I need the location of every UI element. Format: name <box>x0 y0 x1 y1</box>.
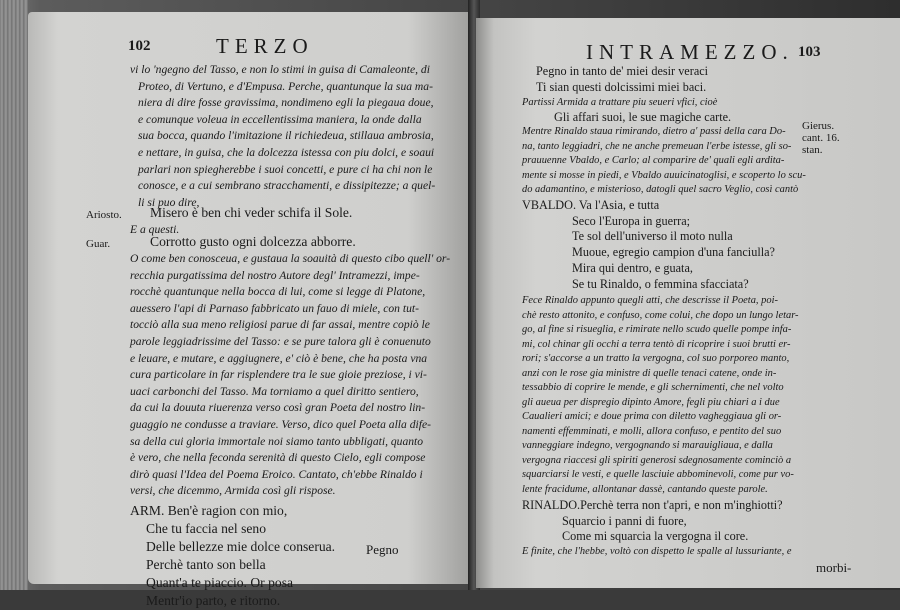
verse-text: Va l'Asia, e tutta <box>578 197 660 212</box>
margin-line: Gierus. <box>802 120 835 132</box>
text-line: parole leggiadrissime del Tasso: e se pure talora gli è conuenuto <box>130 334 431 348</box>
margin-line: stan. <box>802 144 823 156</box>
text-line: e leuare, e mutare, e aggiugnere, e' ciò è bene, che ha posta vna <box>130 351 428 365</box>
text-line: conosce, e a cui sembrano stracchamenti, e dissipitezze; a quel- <box>138 179 436 193</box>
speaker-vbaldo: VBALDO. <box>522 197 577 212</box>
text-line: Proteo, di Vertuno, e d'Empusa. Perche, quantunque la sua ma- <box>138 79 433 93</box>
text-line: lente fracidume, allontanar dassè, cantando queste parole. <box>522 483 768 495</box>
text-line: dirò quasi l'Idea del Poema Eroico. Cantato, ch'ebbe Rinaldo i <box>130 467 423 481</box>
left-verse-3 <box>130 502 335 610</box>
text-line: O come ben conosceua, e gustaua la soauità di questo cibo quell' or- <box>130 252 451 265</box>
text-line: auessero l'api di Parnaso fabbricato un fauo di miele, con tut- <box>130 301 419 315</box>
page-block-edge <box>0 0 28 590</box>
verse-text: Perchè terra non t'apri, e non m'inghiotti? <box>580 497 783 512</box>
text-line: parlari non spiegherebbe i suoi concetti, e pure ci ha chi non le <box>138 162 433 176</box>
verse-line: Misero è ben chi veder schifa il Sole. <box>150 205 353 220</box>
left-page <box>28 12 473 608</box>
text-line: guaggio ne condusse a traviare. Verso, dico quel Poeta alla dife- <box>130 417 431 431</box>
text-line: gli aueua per dispregio dipinto Amore, fegli piu chiari a i due <box>522 396 780 408</box>
text-line: cura particolare in far risplendere tra le sue gioie preziose, i vi- <box>130 368 427 382</box>
text-line: da cui la douuta riuerenza verso così gran Poeta del nostro lin- <box>130 401 426 415</box>
verse-line: Quant'a te piaccio. Or posa <box>146 575 294 590</box>
verse-line: Corrotto gusto ogni dolcezza abborre. <box>150 234 356 249</box>
text-line: rocchè quantunque nella bocca di lui, come si legge di Platone, <box>130 285 426 299</box>
text-line: tessabbio di coprire le mende, e gli schernimenti, che nel volto <box>522 382 784 394</box>
text-line: do adamantino, e misterioso, datogli quel sacro Veglio, così cantò <box>522 184 799 196</box>
margin-note-ariosto: Ariosto. <box>86 209 122 221</box>
text-line: Mentre Rinaldo staua rimirando, dietro a' passi della cara Do- <box>522 126 786 138</box>
text-line: Fece Rinaldo appunto quegli atti, che descrisse il Poeta, poi- <box>522 295 778 307</box>
text-line: go, al fine si risueglia, e rimirate nello scudo quelle pompe infa- <box>522 324 792 336</box>
left-catchword: Pegno <box>366 542 399 557</box>
verse-line: Te sol dell'universo il moto nulla <box>572 229 733 244</box>
text-line: na, tanto leggiadri, che ne anche premeuan l'erbe istesse, gli so- <box>522 140 792 152</box>
left-page-number: 102 <box>128 38 151 54</box>
verse-line: Squarcio i panni di fuore, <box>562 513 687 528</box>
right-page <box>476 18 900 588</box>
text-line: sua bocca, quando l'imitazione il richiedeua, stillaua ambrosia, <box>138 129 434 143</box>
verse-line: Pegno in tanto de' miei desir veraci <box>536 64 709 79</box>
right-verse-3 <box>572 214 775 293</box>
margin-note-gierus <box>802 120 840 156</box>
text-line: E finite, che l'hebbe, voltò con dispetto le spalle al lussuriante, e <box>522 546 792 558</box>
text-line: e comunque voleua in eccellentissima maniera, la onde dalla <box>138 112 422 126</box>
text-line: squarciarsi le vesti, e quelle lasciuie abbominevoli, come pur vo- <box>522 469 794 481</box>
text-line: mente si mosse in piedi, e Vbaldo auuicinatoglisi, e scoperto lo scu- <box>522 169 806 181</box>
text-line: mi, col chinar gli occhi a terra tentò di ricoprire i suoi brutti er- <box>522 338 791 350</box>
right-catchword: morbi- <box>816 560 852 575</box>
verse-line: Muoue, egregio campion d'una fanciulla? <box>572 245 775 260</box>
margin-note-guar: Guar. <box>86 238 111 250</box>
right-running-head: INTRAMEZZO. <box>586 40 794 64</box>
right-prose-2 <box>522 125 806 198</box>
left-prose-1 <box>130 62 435 211</box>
text-line: è vero, che nella feconda serenità di questo Cielo, egli compose <box>130 451 426 465</box>
verse-line: Mentr'io parto, e ritorno. <box>146 593 281 608</box>
text-line: vi lo 'ngegno del Tasso, e non lo stimi in guisa di Camaleonte, di <box>130 63 430 76</box>
speaker-armida: ARM. <box>130 503 165 518</box>
verse-line: Se tu Rinaldo, o femmina sfacciata? <box>572 276 749 291</box>
text-line: Partissi Armida a trattare piu seueri vfici, cioè <box>522 97 718 109</box>
right-prose-3 <box>522 294 799 497</box>
text-line: prauuenne Vbaldo, e Carlo; al comparire de' quali egli arditа- <box>522 155 785 167</box>
verse-line: Come mi squarcia la vergogna il core. <box>562 529 749 544</box>
text-line: chè resto attonito, e confuso, come colui, che dopo un lungo letar- <box>522 309 799 321</box>
text-line: niera di dire fosse gravissima, nondimeno egli la piegaua doue, <box>138 96 434 110</box>
speaker-rinaldo: RINALDO. <box>522 497 581 512</box>
text-line: li si puo dire, <box>138 195 200 209</box>
text-line: vergogna riaccesi gli spiriti generosi sdegnosamente cominciò a <box>522 454 792 466</box>
text-line: rori; s'accorse a un tratto la vergogna, col suo porporeo manto, <box>522 353 790 365</box>
text-line: E a questi. <box>130 223 180 236</box>
text-line: vanneggiare indegno, vergognando si marauigliaua, e dalla <box>522 440 773 452</box>
text-line: sa della cui gloria immortale noi siamo tanto ubbligati, quanto <box>130 434 424 448</box>
text-line: e nettare, in guisa, che la dolcezza istessa con piu dolci, e soaui <box>138 145 435 159</box>
verse-line <box>522 498 783 514</box>
right-verse-4 <box>562 514 748 546</box>
verse-line: Mira qui dentro, e guata, <box>572 260 693 275</box>
verse-text: Ben'è ragion con mio, <box>167 503 288 518</box>
verse-line: Perchè tanto son bella <box>146 557 266 572</box>
verse-line: Gli affari suoi, le sue magiche carte. <box>554 110 732 125</box>
verse-line: Ti sian questi dolcissimi miei baci. <box>536 79 707 94</box>
right-verse-1 <box>536 64 708 96</box>
verse-line <box>522 198 659 214</box>
margin-line: cant. 16. <box>802 132 840 144</box>
text-line: tocciò alla sua meno religiosi parue di far assai, mentre copiò le <box>130 318 430 332</box>
verse-line: Che tu faccia nel seno <box>146 521 267 536</box>
verse-line <box>130 502 335 520</box>
text-line: versi, che dicemmo, Armida così gli rispose. <box>130 484 336 498</box>
text-line: anzi con le rose gia ministre di quelle tenaci catene, onde in- <box>522 367 777 379</box>
text-line: namenti effemminati, e molli, allora confuso, e pentito del suo <box>522 425 782 437</box>
text-line: Caualieri amici; e doue prima con diletto vagheggiaua gli or- <box>522 411 782 423</box>
text-line: recchia purgatissima del nostro Autore degl' Intramezzi, impe- <box>130 268 420 282</box>
verse-line: Delle bellezze mie dolce conserua. <box>146 539 336 554</box>
left-running-head: TERZO <box>216 34 314 58</box>
right-page-number: 103 <box>798 44 821 60</box>
left-prose-2 <box>130 251 450 500</box>
text-line: uaci carbonchi del Tasso. Ma torniamo a quel diritto sentiero, <box>130 384 419 398</box>
verse-line: Seco l'Europa in guerra; <box>572 213 691 228</box>
